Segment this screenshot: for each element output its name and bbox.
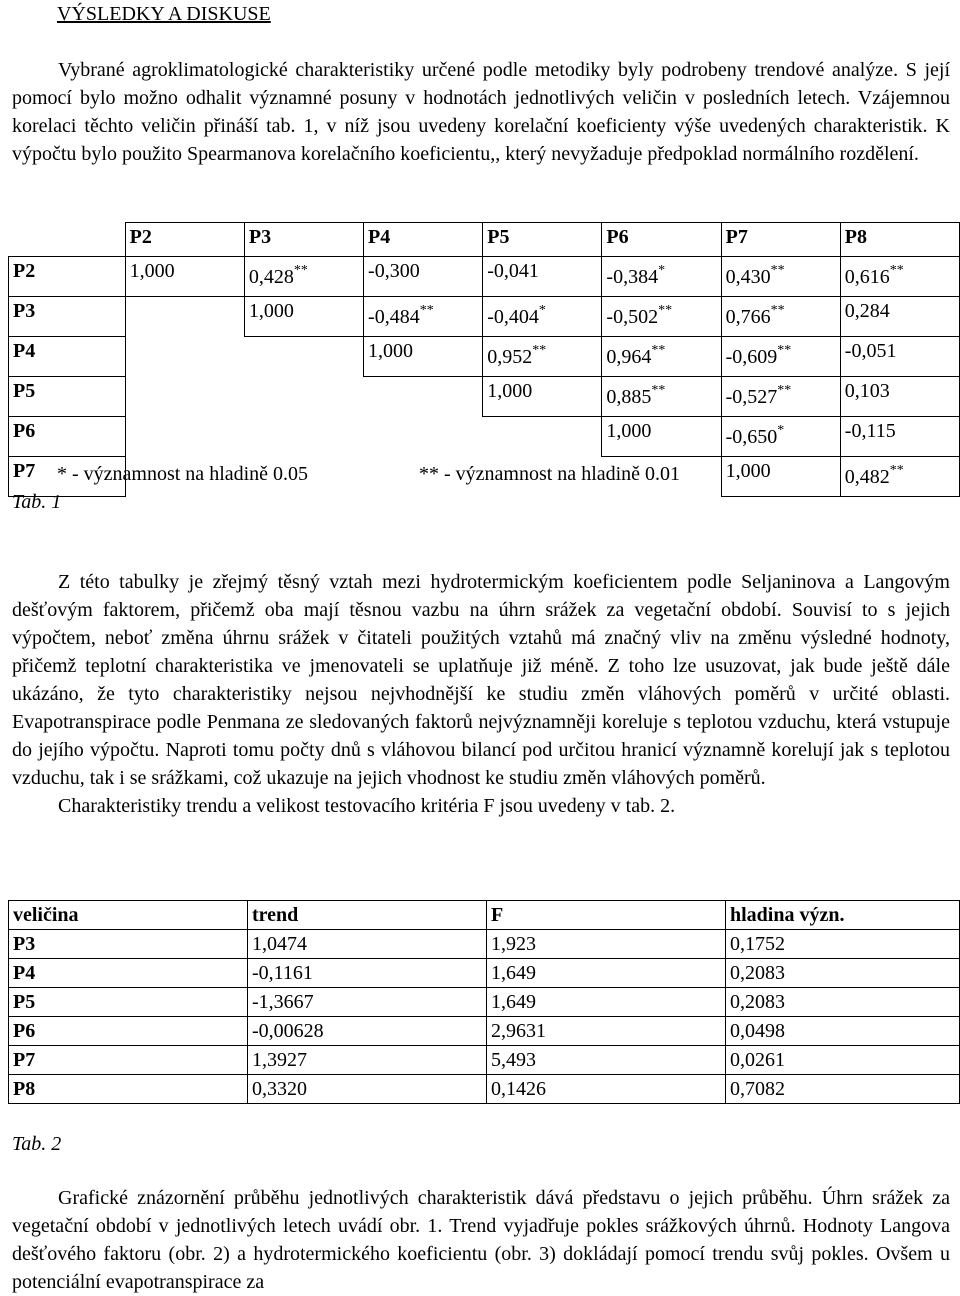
column-header: P7 [721,223,840,257]
trend-row [9,930,960,959]
table1-caption: Tab. 1 [12,491,62,513]
trend-cell: 0,3320 [248,1075,487,1104]
trend-table [8,900,960,1104]
column-header: P3 [244,223,363,257]
section-heading: VÝSLEDKY A DISKUSE [57,3,271,25]
coefficient-value: 0,885 [606,386,652,408]
trend-cell: 2,9631 [487,1017,726,1046]
correlation-row [9,377,960,417]
correlation-cell [244,257,363,297]
correlation-cell [125,417,244,457]
significance-mark: * [777,423,785,438]
intro-paragraph [12,56,950,168]
coefficient-value: -0,484 [368,306,420,328]
trend-cell: -0,00628 [248,1017,487,1046]
correlation-row [9,337,960,377]
coefficient-value: -0,300 [368,260,420,282]
correlation-cell [483,377,602,417]
trend-row [9,1046,960,1075]
row-header: P5 [9,377,126,417]
correlation-cell [483,337,602,377]
trend-cell: 0,2083 [726,959,960,988]
correlation-table [8,222,960,497]
trend-header-row [9,901,960,930]
coefficient-value: 0,766 [725,306,771,328]
significance-mark: ** [658,303,673,318]
correlation-cell [125,377,244,417]
trend-cell: 1,3927 [248,1046,487,1075]
column-header: P5 [483,223,602,257]
trend-cell: 0,1752 [726,930,960,959]
correlation-cell [721,337,840,377]
column-header: P6 [602,223,721,257]
correlation-row [9,297,960,337]
trend-cell: 1,649 [487,988,726,1017]
trend-cell: 5,493 [487,1046,726,1075]
significance-mark: ** [293,263,308,278]
significance-mark: ** [770,303,785,318]
significance-legend [57,460,957,488]
correlation-cell [721,417,840,457]
coefficient-value: 0,616 [844,266,890,288]
correlation-cell [125,257,244,297]
correlation-row [9,417,960,457]
coefficient-value: -0,650 [725,426,778,448]
significance-mark: ** [532,343,547,358]
significance-mark: ** [419,303,434,318]
correlation-cell [721,297,840,337]
coefficient-value: 0,482 [844,466,890,488]
coefficient-value: 0,430 [725,266,771,288]
coefficient-value: -0,384 [606,266,659,288]
table2-caption: Tab. 2 [12,1133,62,1155]
correlation-cell [840,377,959,417]
significance-mark: ** [651,383,666,398]
row-header: P2 [9,257,126,297]
closing-text: Grafické znázornění průběhu jednotlivých charakteristik dává představu o jejich průběhu. Úhrn srážek za vegetační období v jednotlivých letech uvádí obr. 1. Trend vyjadřuje pokles srážkových úhrnů. Hodnoty Langova dešťového faktoru (obr. 2) a hydrotermického koeficientu (obr. 3) dokládají pomocí trendu svůj pokles. Ovšem u potenciální evapotranspirace za [12,1187,950,1293]
correlation-cell [602,377,721,417]
trend-cell: -0,1161 [248,959,487,988]
trend-cell: 0,7082 [726,1075,960,1104]
correlation-cell [364,337,483,377]
variable-name: P8 [9,1075,248,1104]
row-header: P7 [9,457,126,497]
trend-cell: 1,649 [487,959,726,988]
row-header: P6 [9,417,126,457]
correlation-cell [602,257,721,297]
trend-row [9,988,960,1017]
discussion-text: Z této tabulky je zřejmý těsný vztah mezi hydrotermickým koeficientem podle Seljaninova a Langovým dešťovým faktorem, přičemž oba mají těsnou vazbu na úhrn srážek za vegetační období. Souvisí to s jejich výpočtem, neboť změna úhrnu srážek v čitateli použitých vztahů má značný vliv na změnu výsledné hodnoty, přičemž teplotní charakteristika ve jmenovateli se uplatňuje již méně. Z toho lze usuzovat, jak bude ještě dále ukázáno, že tyto charakteristiky nejsou nejvhodnější ke studiu změn vláhových poměrů v určité oblasti. Evapotranspirace podle Penmana ze sledovaných faktorů nejvýznamněji koreluje s teplotou vzduchu, která vstupuje do jejího výpočtu. Naproti tomu počty dnů s vláhovou bilancí pod určitou hranicí významně korelují jak s teplotou vzduchu, tak i se srážkami, což ukazuje na jejich vhodnost ke studiu změn vláhových poměrů. [12,571,950,789]
trend-cell: 0,0261 [726,1046,960,1075]
significance-mark: ** [777,343,792,358]
trend-cell: 1,923 [487,930,726,959]
column-header: P8 [840,223,959,257]
column-header: P2 [125,223,244,257]
variable-name: P5 [9,988,248,1017]
coefficient-value: 1,000 [725,460,771,482]
coefficient-value: -0,115 [844,420,896,442]
column-header: F [487,901,726,930]
row-header: P4 [9,337,126,377]
coefficient-value: 0,952 [487,346,533,368]
coefficient-value: -0,609 [725,346,778,368]
column-header: veličina [9,901,248,930]
trend-cell: 0,1426 [487,1075,726,1104]
trend-intro-text: Charakteristiky trendu a velikost testovacího kritéria F jsou uvedeny v tab. 2. [58,795,676,817]
column-header: hladina význ. [726,901,960,930]
coefficient-value: 1,000 [368,340,414,362]
significance-mark: ** [770,263,785,278]
correlation-cell [483,417,602,457]
correlation-cell [364,297,483,337]
correlation-cell [721,257,840,297]
row-header: P3 [9,297,126,337]
correlation-cell [840,337,959,377]
corner-cell [9,223,126,257]
coefficient-value: 0,284 [844,300,890,322]
variable-name: P7 [9,1046,248,1075]
coefficient-value: 0,428 [248,266,294,288]
correlation-header-row [9,223,960,257]
correlation-cell [602,297,721,337]
correlation-row [9,257,960,297]
legend-single-star: * - významnost na hladině 0.05 [57,463,309,485]
discussion-paragraph [12,568,950,820]
coefficient-value: -0,502 [606,306,659,328]
correlation-cell [244,377,363,417]
coefficient-value: -0,404 [487,306,539,328]
correlation-cell [125,337,244,377]
coefficient-value: -0,041 [487,260,539,282]
coefficient-value: 1,000 [487,380,533,402]
correlation-cell [244,297,363,337]
correlation-cell [840,297,959,337]
significance-mark: * [658,263,666,278]
column-header: P4 [364,223,483,257]
correlation-cell [244,337,363,377]
trend-row [9,1075,960,1104]
correlation-cell [483,297,602,337]
trend-row [9,1017,960,1046]
significance-mark: ** [889,263,904,278]
correlation-cell [125,297,244,337]
correlation-cell [244,417,363,457]
coefficient-value: 1,000 [248,300,294,322]
correlation-cell [840,257,959,297]
correlation-cell [364,417,483,457]
coefficient-value: 1,000 [606,420,652,442]
coefficient-value: 1,000 [129,260,175,282]
correlation-cell [602,417,721,457]
significance-mark: * [538,303,546,318]
trend-cell: -1,3667 [248,988,487,1017]
coefficient-value: 0,103 [844,380,890,402]
correlation-cell [364,377,483,417]
variable-name: P6 [9,1017,248,1046]
correlation-cell [483,257,602,297]
variable-name: P3 [9,930,248,959]
legend-double-star: ** - významnost na hladině 0.01 [419,463,681,485]
trend-body [9,930,960,1104]
column-header: trend [248,901,487,930]
trend-row [9,959,960,988]
variable-name: P4 [9,959,248,988]
intro-text: Vybrané agroklimatologické charakteristiky určené podle metodiky byly podrobeny trendové analýze. S její pomocí bylo možno odhalit významné posuny v hodnotách jednotlivých veličin v posledních letech. Vzájemnou korelaci těchto veličin přináší tab. 1, v níž jsou uvedeny korelační koeficienty výše uvedených charakteristik. K výpočtu bylo použito Spearmanova korelačního koeficientu,, který nevyžaduje předpoklad normálního rozdělení. [12,59,950,165]
correlation-cell [602,337,721,377]
trend-cell: 0,2083 [726,988,960,1017]
significance-mark: ** [651,343,666,358]
coefficient-value: -0,051 [844,340,897,362]
significance-mark: ** [889,463,904,478]
closing-paragraph [12,1184,950,1296]
correlation-cell [721,377,840,417]
correlation-cell [364,257,483,297]
trend-cell: 0,0498 [726,1017,960,1046]
correlation-cell [840,417,959,457]
coefficient-value: -0,527 [725,386,778,408]
significance-mark: ** [777,383,792,398]
coefficient-value: 0,964 [606,346,652,368]
trend-cell: 1,0474 [248,930,487,959]
